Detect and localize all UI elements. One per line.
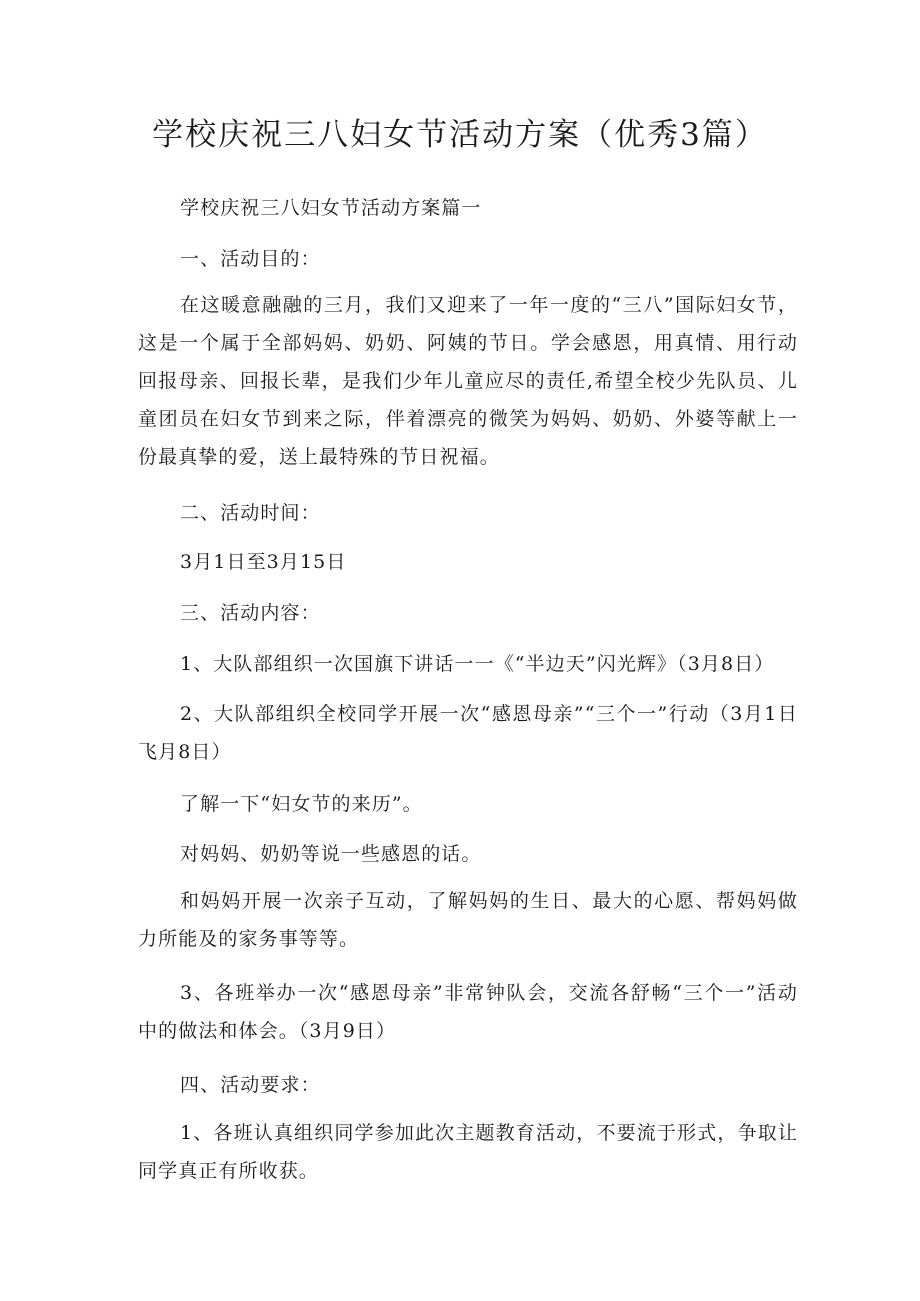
body-paragraph: 1、各班认真组织同学参加此次主题教育活动，不要流于形式，争取让同学真正有所收获。: [138, 1122, 798, 1182]
body-paragraph: 了解一下“妇女节的来历”。: [180, 793, 423, 815]
section-heading: 三、活动内容：: [180, 602, 321, 624]
body-paragraph: 3月1日至3月15日: [180, 551, 347, 573]
body-paragraph: 3、各班举办一次“感恩母亲”非常钟队会，交流各舒畅“三个一”活动中的做法和体会。（3月9日）: [138, 982, 798, 1042]
body-paragraph: 2、大队部组织全校同学开展一次“感恩母亲”“三个一”行动（3月1日飞月8日）: [138, 703, 798, 763]
section-heading: 一、活动目的：: [180, 248, 321, 270]
body-paragraph: 对妈妈、奶奶等说一些感恩的话。: [180, 843, 482, 865]
body-paragraph: 和妈妈开展一次亲子互动，了解妈妈的生日、最大的心愿、帮妈妈做力所能及的家务事等等。: [138, 890, 798, 950]
section-heading: 四、活动要求：: [180, 1074, 321, 1096]
body-paragraph: 1、大队部组织一次国旗下讲话一一《“半边天”闪光辉》（3月8日）: [180, 653, 775, 675]
section-heading: 学校庆祝三八妇女节活动方案篇一: [180, 197, 482, 219]
section-heading: 二、活动时间：: [180, 502, 321, 524]
body-paragraph: 在这暖意融融的三月，我们又迎来了一年一度的“三八”国际妇女节，这是一个属于全部妈妈、奶奶、阿姨的节日。学会感恩，用真情、用行动回报母亲、回报长辈，是我们少年儿童应尽的责任,希望全校少先队员、儿童团员在妇女节到来之际，伴着漂亮的微笑为妈妈、奶奶、外婆等献上一份最真挚的爱，送上最特殊的节日祝福。: [138, 294, 798, 468]
document-title: 学校庆祝三八妇女节活动方案（优秀3篇）: [152, 117, 768, 153]
